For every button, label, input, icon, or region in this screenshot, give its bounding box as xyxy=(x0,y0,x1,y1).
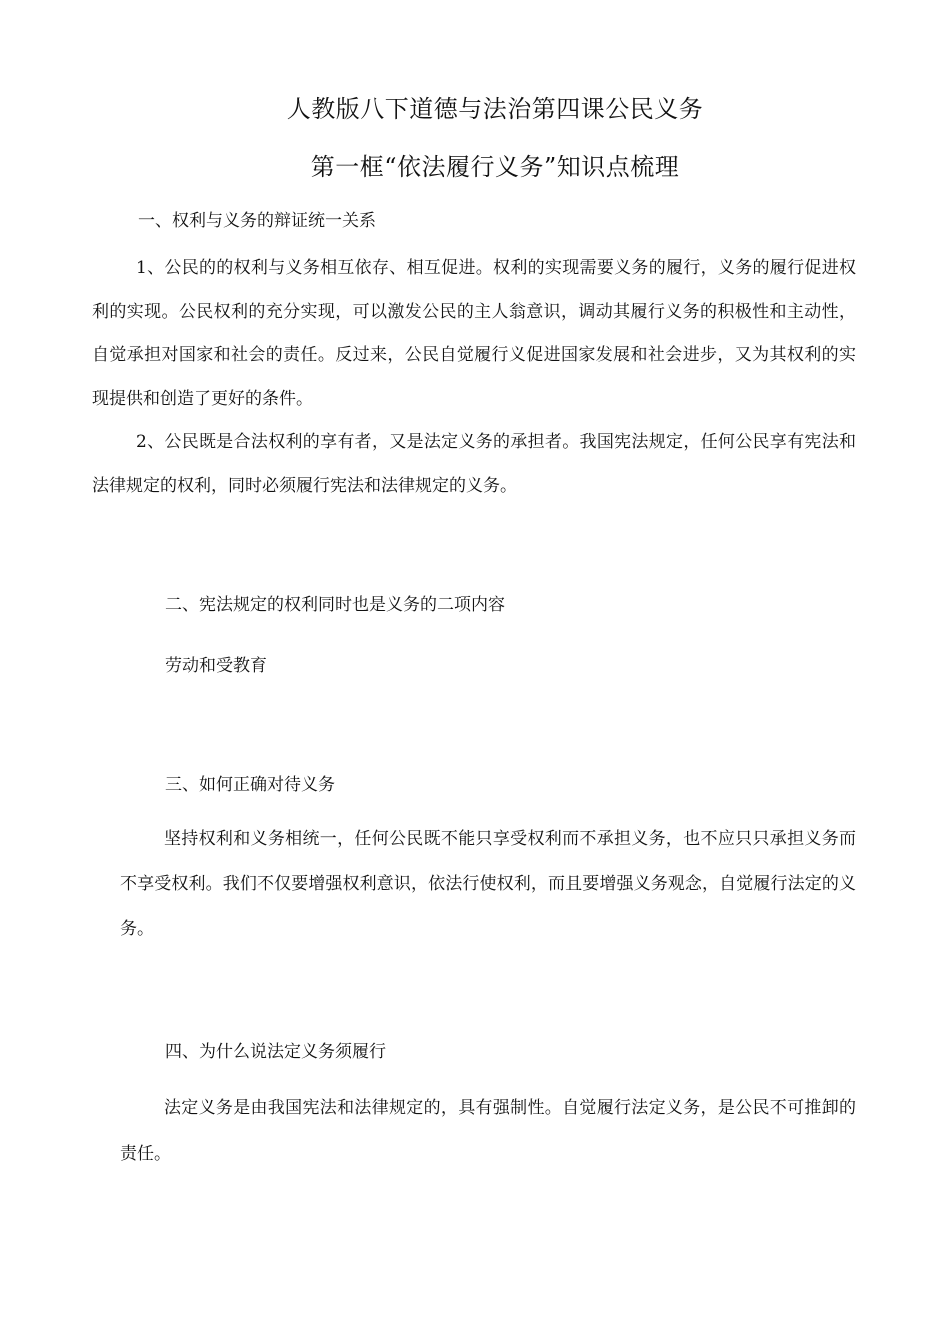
section-3-paragraph-1: 坚持权利和义务相统一，任何公民既不能只享受权利而不承担义务，也不应只只承担义务而不享受权利。我们不仅要增强权利意识，依法行使权利，而且要增强义务观念，自觉履行法定的义务。 xyxy=(120,829,856,939)
section-1-paragraph-1: 1、公民的的权利与义务相互依存、相互促进。权利的实现需要义务的履行，义务的履行促进权利的实现。公民权利的充分实现，可以激发公民的主人翁意识，调动其履行义务的积极性和主动性，自觉承担对国家和社会的责任。反过来，公民自觉履行义促进国家发展和社会进步，又为其权利的实现提供和创造了更好的条件。 xyxy=(92,258,856,409)
section-2-paragraph-1: 劳动和受教育 xyxy=(165,656,267,676)
section-3-heading: 三、如何正确对待义务 xyxy=(165,775,335,795)
document-title: 人教版八下道德与法治第四课公民义务 xyxy=(286,95,704,123)
document-subtitle: 第一框“依法履行义务”知识点梳理 xyxy=(310,153,680,181)
section-2-heading: 二、宪法规定的权利同时也是义务的二项内容 xyxy=(165,595,505,615)
section-4-paragraph-1: 法定义务是由我国宪法和法律规定的，具有强制性。自觉履行法定义务，是公民不可推卸的责任。 xyxy=(120,1098,856,1164)
section-1-paragraph-2: 2、公民既是合法权利的享有者，又是法定义务的承担者。我国宪法规定，任何公民享有宪法和法律规定的权利，同时必须履行宪法和法律规定的义务。 xyxy=(92,432,856,496)
section-4-heading: 四、为什么说法定义务须履行 xyxy=(165,1042,386,1062)
section-1-heading: 一、权利与义务的辩证统一关系 xyxy=(138,211,376,231)
